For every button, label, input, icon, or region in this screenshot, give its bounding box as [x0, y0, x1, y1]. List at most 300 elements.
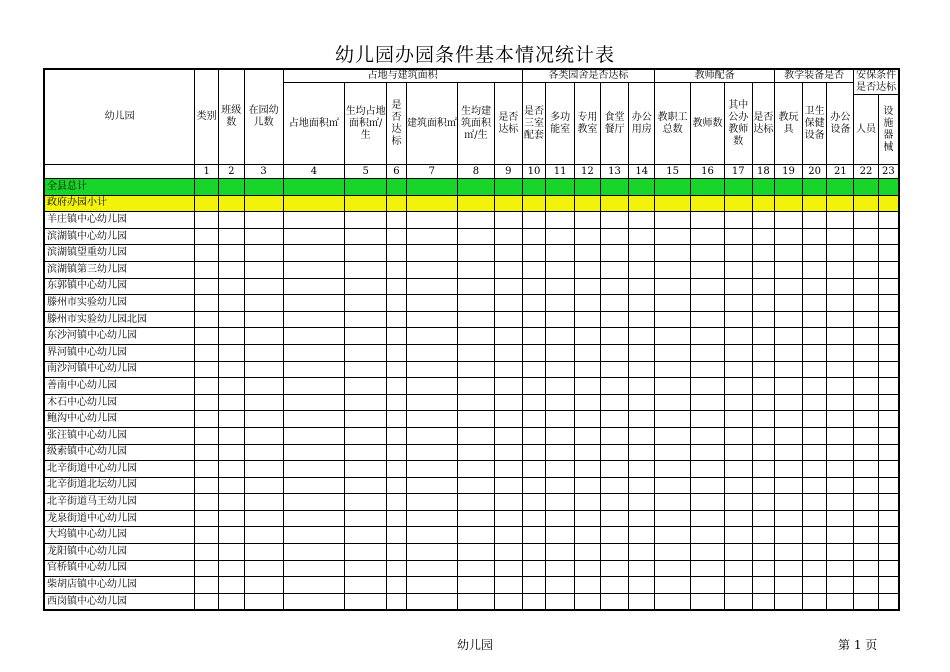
- table-cell: [752, 560, 775, 577]
- column-number: 7: [406, 165, 457, 179]
- table-cell: [600, 560, 629, 577]
- table-cell: [691, 378, 725, 395]
- table-cell: [458, 394, 495, 411]
- row-name: 北辛街道中心幼儿园: [44, 461, 195, 478]
- table-cell: [283, 261, 345, 278]
- table-cell: [600, 378, 629, 395]
- table-cell: [691, 311, 725, 328]
- table-cell: [218, 411, 244, 428]
- table-cell: [691, 494, 725, 511]
- table-cell: [494, 394, 522, 411]
- table-cell: [345, 328, 387, 345]
- table-cell: [724, 278, 752, 295]
- table-cell: [522, 394, 546, 411]
- table-cell: [802, 560, 827, 577]
- table-cell: [600, 228, 629, 245]
- table-cell: [546, 477, 575, 494]
- table-cell: [724, 461, 752, 478]
- table-cell: [458, 510, 495, 527]
- table-cell: [691, 361, 725, 378]
- table-cell: [406, 411, 457, 428]
- table-cell: [691, 527, 725, 544]
- table-row: [44, 311, 899, 328]
- table-cell: [575, 378, 601, 395]
- table-cell: [775, 427, 803, 444]
- table-cell: [345, 212, 387, 229]
- table-cell: [218, 494, 244, 511]
- table-cell: [345, 344, 387, 361]
- group-security: 安保条件是否达标: [854, 69, 899, 95]
- table-cell: [575, 411, 601, 428]
- table-cell: [802, 477, 827, 494]
- table-cell: [752, 494, 775, 511]
- table-cell: [195, 544, 219, 561]
- col-special-room: 专用教室: [575, 83, 601, 165]
- table-cell: [195, 361, 219, 378]
- table-cell: [724, 344, 752, 361]
- table-cell: [546, 461, 575, 478]
- table-cell: [629, 477, 655, 494]
- table-cell: [775, 394, 803, 411]
- table-cell: [218, 527, 244, 544]
- table-cell: [522, 494, 546, 511]
- table-row: [44, 179, 899, 196]
- column-number: 17: [724, 165, 752, 179]
- table-cell: [458, 527, 495, 544]
- table-cell: [724, 510, 752, 527]
- table-cell: [600, 195, 629, 212]
- table-cell: [546, 494, 575, 511]
- table-cell: [345, 593, 387, 610]
- table-cell: [218, 593, 244, 610]
- table-cell: [775, 461, 803, 478]
- table-cell: [546, 195, 575, 212]
- table-cell: [494, 278, 522, 295]
- table-cell: [458, 361, 495, 378]
- table-cell: [546, 527, 575, 544]
- table-cell: [854, 295, 879, 312]
- table-cell: [522, 179, 546, 196]
- table-cell: [494, 378, 522, 395]
- table-cell: [218, 477, 244, 494]
- table-cell: [345, 311, 387, 328]
- table-cell: [494, 411, 522, 428]
- table-cell: [802, 179, 827, 196]
- table-cell: [752, 544, 775, 561]
- table-cell: [752, 295, 775, 312]
- table-cell: [195, 261, 219, 278]
- col-toys: 教玩具: [775, 83, 803, 165]
- table-cell: [752, 328, 775, 345]
- table-cell: [802, 311, 827, 328]
- table-cell: [691, 328, 725, 345]
- row-name: 政府办园小计: [44, 195, 195, 212]
- table-cell: [724, 245, 752, 262]
- table-cell: [878, 444, 899, 461]
- table-cell: [575, 278, 601, 295]
- table-cell: [546, 427, 575, 444]
- table-cell: [752, 577, 775, 594]
- table-cell: [691, 295, 725, 312]
- page-title: 幼儿园办园条件基本情况统计表: [334, 44, 615, 66]
- table-cell: [629, 295, 655, 312]
- table-cell: [854, 361, 879, 378]
- table-cell: [600, 527, 629, 544]
- table-cell: [854, 510, 879, 527]
- table-cell: [345, 361, 387, 378]
- table-cell: [387, 394, 406, 411]
- table-cell: [827, 544, 854, 561]
- column-number: 4: [283, 165, 345, 179]
- table-cell: [827, 278, 854, 295]
- table-cell: [546, 593, 575, 610]
- table-cell: [827, 560, 854, 577]
- table-cell: [629, 212, 655, 229]
- table-cell: [494, 477, 522, 494]
- table-cell: [827, 212, 854, 229]
- table-row: [44, 195, 899, 212]
- table-cell: [775, 328, 803, 345]
- table-cell: [387, 278, 406, 295]
- table-row: [44, 427, 899, 444]
- statistics-table: [43, 68, 900, 611]
- table-cell: [629, 494, 655, 511]
- table-cell: [724, 179, 752, 196]
- table-cell: [878, 261, 899, 278]
- row-name: 善南中心幼儿园: [44, 378, 195, 395]
- table-row: [44, 477, 899, 494]
- table-cell: [655, 245, 691, 262]
- table-cell: [458, 195, 495, 212]
- table-cell: [283, 510, 345, 527]
- table-row: [44, 494, 899, 511]
- footer-page-number: 第 1 页: [838, 638, 878, 652]
- row-name: 柴胡店镇中心幼儿园: [44, 577, 195, 594]
- table-cell: [775, 444, 803, 461]
- table-cell: [458, 461, 495, 478]
- table-cell: [494, 195, 522, 212]
- table-cell: [854, 560, 879, 577]
- table-row: [44, 593, 899, 610]
- table-cell: [802, 577, 827, 594]
- table-cell: [600, 593, 629, 610]
- table-cell: [854, 527, 879, 544]
- table-cell: [345, 560, 387, 577]
- col-teachers: 教师数: [691, 83, 725, 165]
- table-cell: [854, 411, 879, 428]
- row-name: 北辛街道北坛幼儿园: [44, 477, 195, 494]
- table-cell: [218, 278, 244, 295]
- column-number: 5: [345, 165, 387, 179]
- table-cell: [406, 261, 457, 278]
- table-cell: [724, 494, 752, 511]
- table-cell: [752, 179, 775, 196]
- table-cell: [406, 295, 457, 312]
- table-cell: [827, 179, 854, 196]
- table-cell: [387, 427, 406, 444]
- table-cell: [387, 510, 406, 527]
- table-cell: [406, 378, 457, 395]
- column-number: 6: [387, 165, 406, 179]
- table-cell: [522, 444, 546, 461]
- table-cell: [878, 411, 899, 428]
- table-cell: [244, 427, 283, 444]
- table-cell: [283, 212, 345, 229]
- table-cell: [387, 527, 406, 544]
- table-cell: [854, 228, 879, 245]
- column-number: 14: [629, 165, 655, 179]
- table-cell: [218, 361, 244, 378]
- table-cell: [655, 394, 691, 411]
- table-cell: [752, 477, 775, 494]
- table-cell: [827, 344, 854, 361]
- table-cell: [827, 394, 854, 411]
- table-cell: [854, 179, 879, 196]
- table-cell: [458, 477, 495, 494]
- table-cell: [387, 245, 406, 262]
- column-number: 21: [827, 165, 854, 179]
- table-cell: [406, 344, 457, 361]
- table-cell: [575, 461, 601, 478]
- table-cell: [494, 311, 522, 328]
- table-cell: [575, 212, 601, 229]
- table-cell: [345, 461, 387, 478]
- table-cell: [522, 411, 546, 428]
- table-cell: [406, 461, 457, 478]
- table-cell: [387, 344, 406, 361]
- table-cell: [691, 560, 725, 577]
- col-three-rooms: 是否三室配套: [522, 83, 546, 165]
- col-health-equip: 卫生保健设备: [802, 83, 827, 165]
- table-cell: [629, 278, 655, 295]
- table-cell: [283, 245, 345, 262]
- table-cell: [387, 494, 406, 511]
- table-cell: [775, 278, 803, 295]
- table-cell: [802, 427, 827, 444]
- column-number: 12: [575, 165, 601, 179]
- table-cell: [546, 411, 575, 428]
- table-cell: [827, 378, 854, 395]
- table-cell: [827, 295, 854, 312]
- table-cell: [854, 195, 879, 212]
- table-cell: [244, 212, 283, 229]
- table-cell: [802, 444, 827, 461]
- row-name: 滕州市实验幼儿园: [44, 295, 195, 312]
- row-name: 龙阳镇中心幼儿园: [44, 544, 195, 561]
- table-cell: [655, 577, 691, 594]
- table-cell: [458, 560, 495, 577]
- row-name: 全县总计: [44, 179, 195, 196]
- table-cell: [655, 328, 691, 345]
- table-cell: [575, 544, 601, 561]
- table-cell: [458, 378, 495, 395]
- table-cell: [600, 328, 629, 345]
- table-cell: [878, 560, 899, 577]
- table-cell: [752, 195, 775, 212]
- table-cell: [546, 311, 575, 328]
- table-cell: [827, 311, 854, 328]
- table-cell: [655, 179, 691, 196]
- table-cell: [854, 444, 879, 461]
- table-cell: [600, 427, 629, 444]
- col-classes: 班级数: [218, 69, 244, 165]
- table-cell: [775, 195, 803, 212]
- table-cell: [827, 461, 854, 478]
- table-row: [44, 544, 899, 561]
- table-cell: [878, 328, 899, 345]
- table-cell: [406, 195, 457, 212]
- table-cell: [854, 328, 879, 345]
- table-cell: [575, 494, 601, 511]
- table-cell: [345, 261, 387, 278]
- table-cell: [345, 179, 387, 196]
- table-cell: [575, 477, 601, 494]
- group-equipment: 教学装备是否: [775, 69, 854, 83]
- row-name: 北辛街道马王幼儿园: [44, 494, 195, 511]
- col-facilities: 设施器械: [878, 95, 899, 165]
- table-cell: [827, 427, 854, 444]
- table-cell: [345, 245, 387, 262]
- table-cell: [494, 527, 522, 544]
- table-cell: [494, 179, 522, 196]
- table-cell: [283, 461, 345, 478]
- table-cell: [878, 344, 899, 361]
- col-multi-room: 多功能室: [546, 83, 575, 165]
- table-cell: [387, 179, 406, 196]
- table-cell: [575, 444, 601, 461]
- table-cell: [458, 311, 495, 328]
- table-cell: [406, 361, 457, 378]
- table-cell: [575, 427, 601, 444]
- table-cell: [752, 461, 775, 478]
- table-cell: [629, 577, 655, 594]
- table-cell: [575, 527, 601, 544]
- table-row: [44, 378, 899, 395]
- table-cell: [600, 494, 629, 511]
- table-cell: [575, 311, 601, 328]
- table-cell: [752, 361, 775, 378]
- table-cell: [345, 411, 387, 428]
- table-cell: [244, 245, 283, 262]
- table-cell: [629, 328, 655, 345]
- table-cell: [629, 560, 655, 577]
- table-cell: [691, 593, 725, 610]
- table-cell: [775, 179, 803, 196]
- table-cell: [655, 228, 691, 245]
- table-cell: [575, 560, 601, 577]
- table-cell: [854, 494, 879, 511]
- table-cell: [629, 311, 655, 328]
- table-cell: [458, 593, 495, 610]
- table-cell: [283, 228, 345, 245]
- table-cell: [195, 461, 219, 478]
- table-cell: [283, 577, 345, 594]
- table-cell: [522, 295, 546, 312]
- table-cell: [775, 411, 803, 428]
- column-number: 1: [195, 165, 219, 179]
- table-cell: [878, 527, 899, 544]
- table-cell: [406, 394, 457, 411]
- table-cell: [724, 378, 752, 395]
- table-row: [44, 461, 899, 478]
- table-cell: [878, 179, 899, 196]
- table-cell: [244, 593, 283, 610]
- table-cell: [655, 593, 691, 610]
- table-cell: [629, 544, 655, 561]
- table-cell: [752, 261, 775, 278]
- table-cell: [600, 394, 629, 411]
- table-cell: [522, 544, 546, 561]
- table-cell: [406, 577, 457, 594]
- table-cell: [878, 295, 899, 312]
- table-cell: [283, 544, 345, 561]
- table-cell: [406, 311, 457, 328]
- table-cell: [195, 411, 219, 428]
- table-cell: [387, 261, 406, 278]
- table-cell: [878, 278, 899, 295]
- table-cell: [195, 311, 219, 328]
- table-cell: [600, 411, 629, 428]
- table-cell: [600, 278, 629, 295]
- table-cell: [244, 494, 283, 511]
- col-build-per: 生均建筑面积㎡/生: [458, 83, 495, 165]
- table-cell: [775, 245, 803, 262]
- table-cell: [283, 527, 345, 544]
- table-cell: [629, 179, 655, 196]
- table-cell: [802, 212, 827, 229]
- table-cell: [600, 212, 629, 229]
- table-cell: [458, 427, 495, 444]
- table-cell: [406, 527, 457, 544]
- col-public-teachers: 其中公办教师数: [724, 83, 752, 165]
- table-cell: [522, 527, 546, 544]
- table-cell: [575, 228, 601, 245]
- table-cell: [522, 195, 546, 212]
- table-cell: [345, 378, 387, 395]
- table-cell: [655, 444, 691, 461]
- table-cell: [878, 461, 899, 478]
- table-cell: [802, 295, 827, 312]
- table-cell: [775, 261, 803, 278]
- table-cell: [218, 577, 244, 594]
- table-cell: [724, 577, 752, 594]
- table-cell: [724, 261, 752, 278]
- table-cell: [600, 477, 629, 494]
- table-cell: [691, 195, 725, 212]
- table-cell: [494, 261, 522, 278]
- table-cell: [775, 577, 803, 594]
- table-cell: [244, 261, 283, 278]
- table-cell: [854, 278, 879, 295]
- table-cell: [854, 593, 879, 610]
- column-number: 20: [802, 165, 827, 179]
- table-cell: [854, 394, 879, 411]
- table-cell: [244, 179, 283, 196]
- table-cell: [494, 295, 522, 312]
- table-cell: [575, 361, 601, 378]
- table-cell: [575, 344, 601, 361]
- table-cell: [600, 179, 629, 196]
- table-cell: [629, 344, 655, 361]
- table-cell: [600, 361, 629, 378]
- table-cell: [827, 228, 854, 245]
- table-row: [44, 411, 899, 428]
- table-cell: [691, 179, 725, 196]
- col-personnel: 人员: [854, 95, 879, 165]
- table-cell: [522, 344, 546, 361]
- table-cell: [218, 212, 244, 229]
- column-number-row: [44, 165, 899, 179]
